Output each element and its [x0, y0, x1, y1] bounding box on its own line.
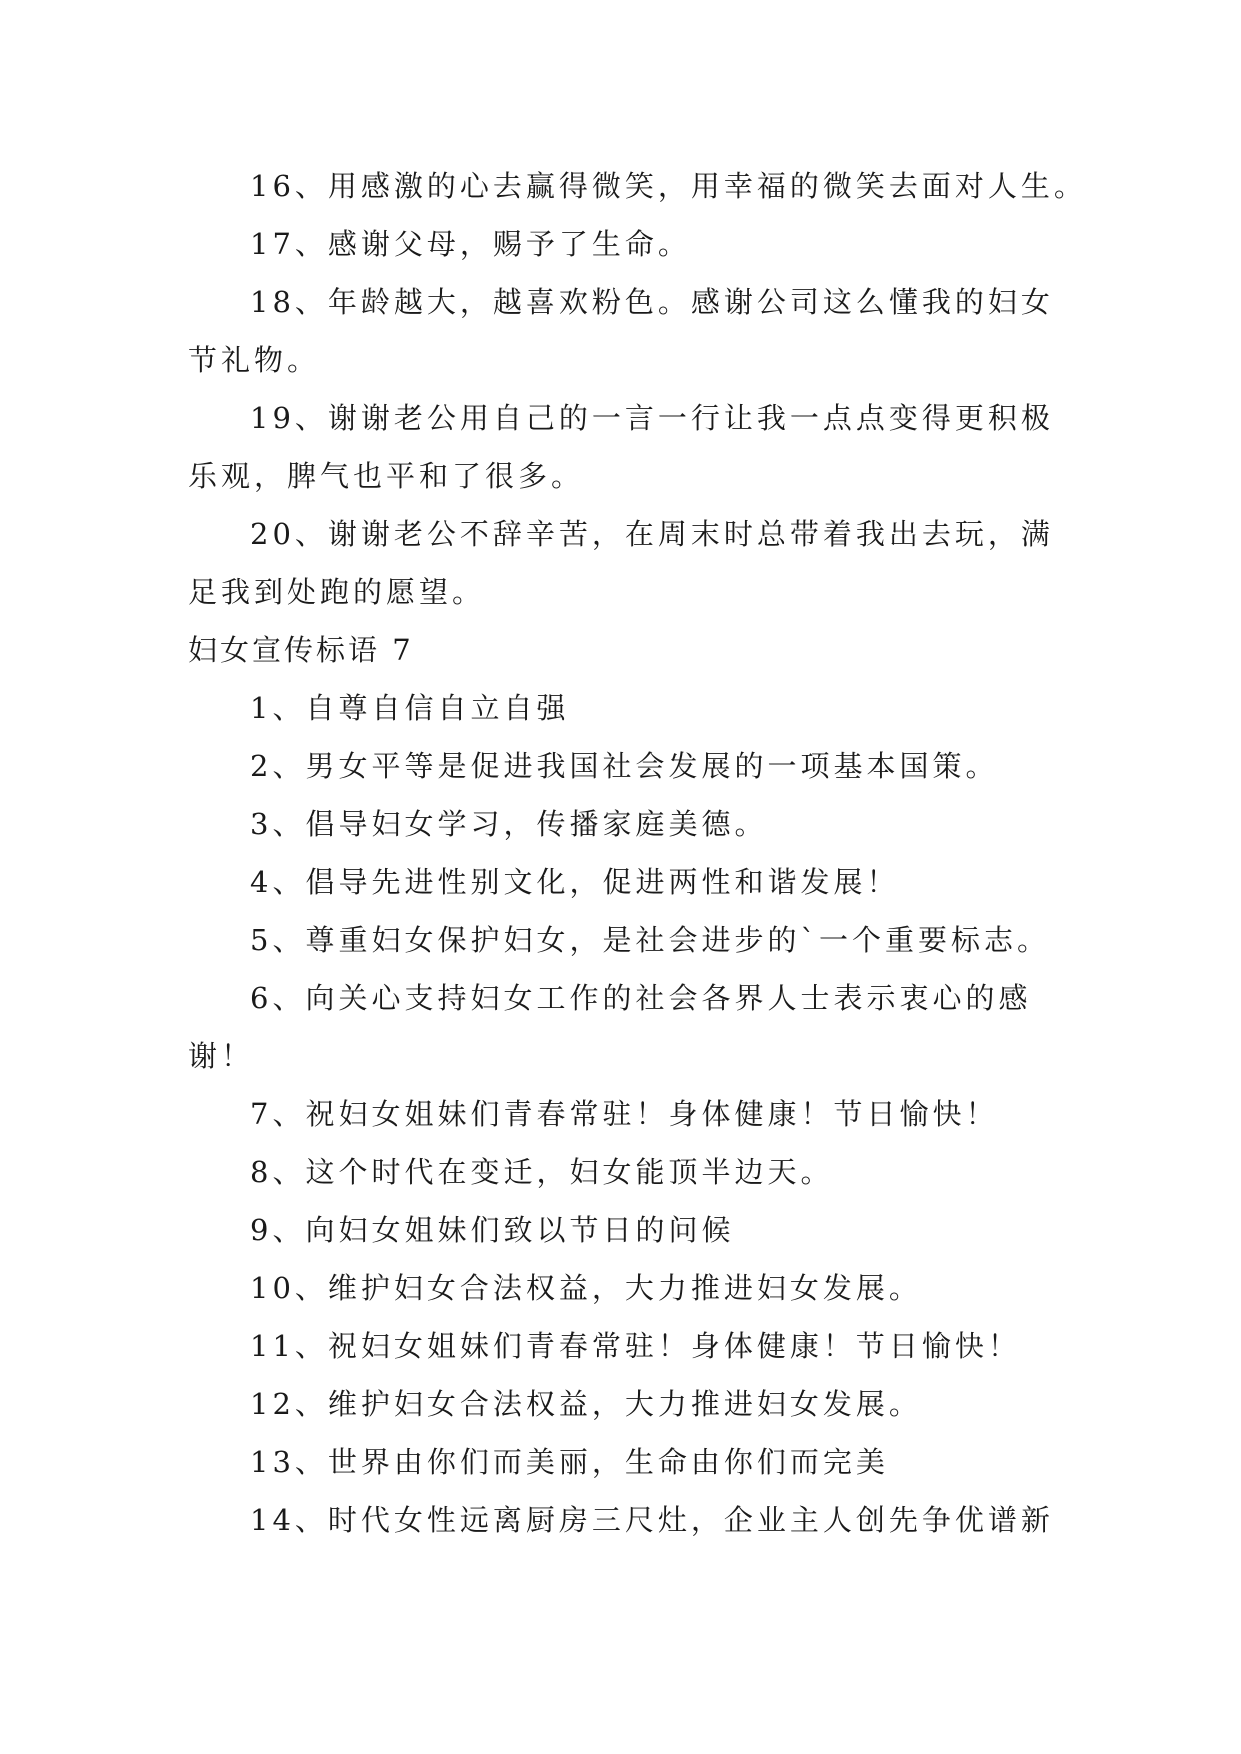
slogan-6: 6、向关心支持妇女工作的社会各界人士表示衷心的感 — [250, 981, 1032, 1015]
slogan-13: 13、世界由你们而美丽，生命由你们而完美 — [250, 1445, 889, 1479]
section-heading: 妇女宣传标语 7 — [188, 633, 414, 667]
slogan-3: 3、倡导妇女学习，传播家庭美德。 — [250, 807, 768, 841]
slogan-4: 4、倡导先进性别文化，促进两性和谐发展！ — [250, 865, 900, 899]
slogan-5: 5、尊重妇女保护妇女，是社会进步的`一个重要标志。 — [250, 923, 1050, 957]
slogan-8: 8、这个时代在变迁，妇女能顶半边天。 — [250, 1155, 834, 1189]
slogan-1: 1、自尊自信自立自强 — [250, 691, 570, 725]
slogan-17: 17、感谢父母，赐予了生命。 — [250, 227, 691, 261]
slogan-16: 16、用感激的心去赢得微笑，用幸福的微笑去面对人生。 — [250, 169, 1087, 203]
slogan-20-continued: 足我到处跑的愿望。 — [188, 575, 486, 609]
slogan-7: 7、祝妇女姐妹们青春常驻！身体健康！节日愉快！ — [250, 1097, 999, 1131]
slogan-9: 9、向妇女姐妹们致以节日的问候 — [250, 1213, 735, 1247]
slogan-10: 10、维护妇女合法权益，大力推进妇女发展。 — [250, 1271, 922, 1305]
slogan-18-continued: 节礼物。 — [188, 343, 321, 377]
slogan-2: 2、男女平等是促进我国社会发展的一项基本国策。 — [250, 749, 999, 783]
slogan-14: 14、时代女性远离厨房三尺灶，企业主人创先争优谱新 — [250, 1503, 1054, 1537]
slogan-20: 20、谢谢老公不辞辛苦，在周末时总带着我出去玩，满 — [250, 517, 1054, 551]
slogan-19-continued: 乐观，脾气也平和了很多。 — [188, 459, 585, 493]
slogan-18: 18、年龄越大，越喜欢粉色。感谢公司这么懂我的妇女 — [250, 285, 1054, 319]
slogan-11: 11、祝妇女姐妹们青春常驻！身体健康！节日愉快！ — [250, 1329, 1021, 1363]
slogan-12: 12、维护妇女合法权益，大力推进妇女发展。 — [250, 1387, 922, 1421]
slogan-19: 19、谢谢老公用自己的一言一行让我一点点变得更积极 — [250, 401, 1054, 435]
slogan-6-continued: 谢！ — [188, 1039, 255, 1073]
